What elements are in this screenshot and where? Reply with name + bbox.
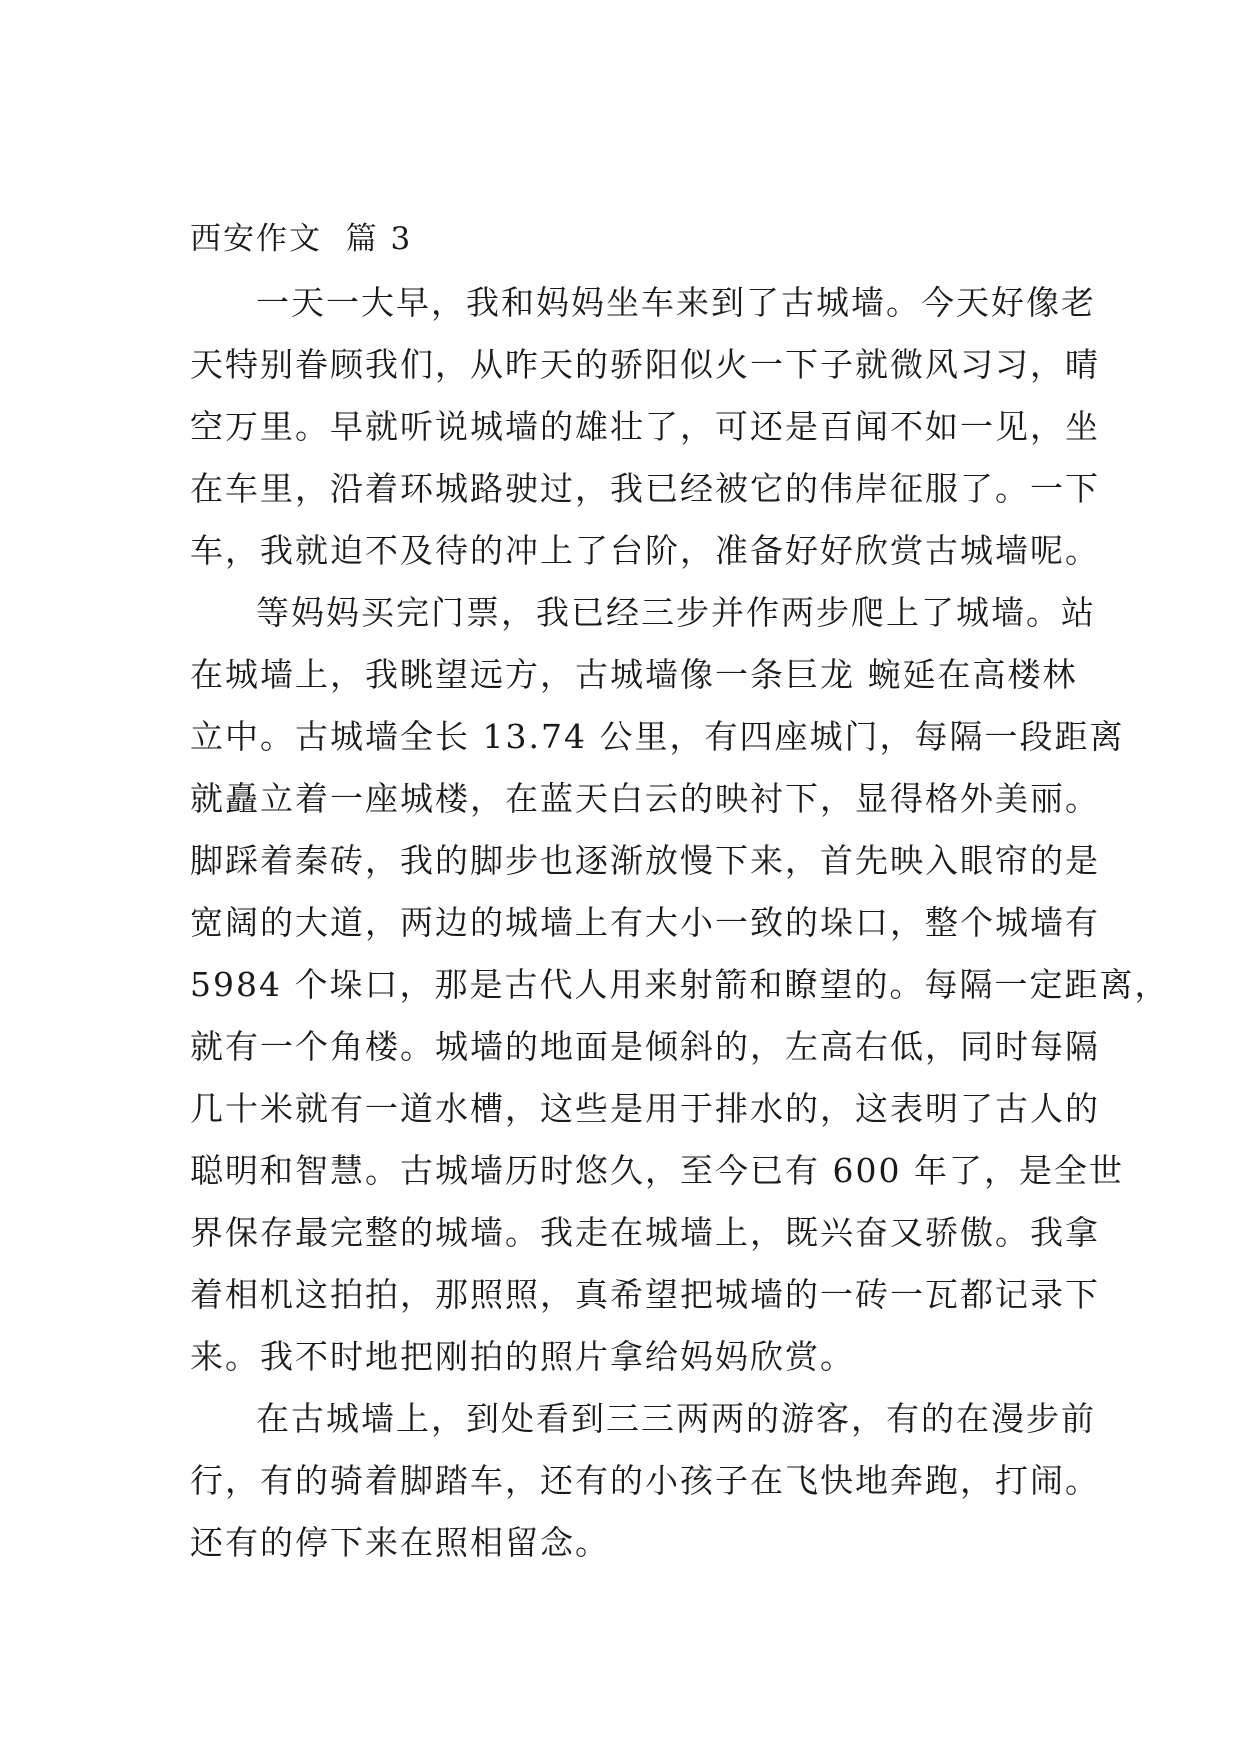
paragraph-line: 就有一个角楼。城墙的地面是倾斜的，左高右低，同时每隔: [190, 1027, 1100, 1066]
paragraph-line: 界保存最完整的城墙。我走在城墙上，既兴奋又骄傲。我拿: [190, 1213, 1100, 1252]
paragraph-line: 还有的停下来在照相留念。: [190, 1523, 610, 1562]
paragraph-line: 等妈妈买完门票，我已经三步并作两步爬上了城墙。站: [256, 593, 1096, 632]
paragraph-line: 空万里。早就听说城墙的雄壮了，可还是百闻不如一见，坐: [190, 407, 1100, 446]
paragraph-line: 来。我不时地把刚拍的照片拿给妈妈欣赏。: [190, 1337, 855, 1376]
paragraph-line: 一天一大早，我和妈妈坐车来到了古城墙。今天好像老: [256, 283, 1096, 322]
paragraph-line: 就矗立着一座城楼，在蓝天白云的映衬下，显得格外美丽。: [190, 779, 1100, 818]
document-body: [190, 218, 1170, 1574]
paragraph-line: 车，我就迫不及待的冲上了台阶，准备好好欣赏古城墙呢。: [190, 531, 1100, 570]
paragraph-line: 脚踩着秦砖，我的脚步也逐渐放慢下来，首先映入眼帘的是: [190, 841, 1100, 880]
paragraph-line: 5984 个垛口，那是古代人用来射箭和瞭望的。每隔一定距离，: [190, 965, 1170, 1004]
paragraph-line: 行，有的骑着脚踏车，还有的小孩子在飞快地奔跑，打闹。: [190, 1461, 1100, 1500]
paragraph-line: 天特别眷顾我们，从昨天的骄阳似火一下子就微风习习，晴: [190, 345, 1100, 384]
document-title: 西安作文 篇 3: [190, 221, 413, 257]
paragraph-line: 立中。古城墙全长 13.74 公里，有四座城门，每隔一段距离: [190, 717, 1125, 756]
paragraph-line: 宽阔的大道，两边的城墙上有大小一致的垛口，整个城墙有: [190, 903, 1100, 942]
paragraph-line: 在古城墙上，到处看到三三两两的游客，有的在漫步前: [256, 1399, 1096, 1438]
paragraph-2: [190, 582, 1170, 1388]
paragraph-line: 着相机这拍拍，那照照，真希望把城墙的一砖一瓦都记录下: [190, 1275, 1100, 1314]
paragraph-line: 几十米就有一道水槽，这些是用于排水的，这表明了古人的: [190, 1089, 1100, 1128]
paragraph-3: [190, 1388, 1100, 1574]
paragraph-1: [190, 272, 1100, 582]
paragraph-line: 在车里，沿着环城路驶过，我已经被它的伟岸征服了。一下: [190, 469, 1100, 508]
paragraph-line: 聪明和智慧。古城墙历时悠久，至今已有 600 年了，是全世: [190, 1151, 1124, 1190]
paragraph-line: 在城墙上，我眺望远方，古城墙像一条巨龙 蜿延在高楼林: [190, 655, 1078, 694]
